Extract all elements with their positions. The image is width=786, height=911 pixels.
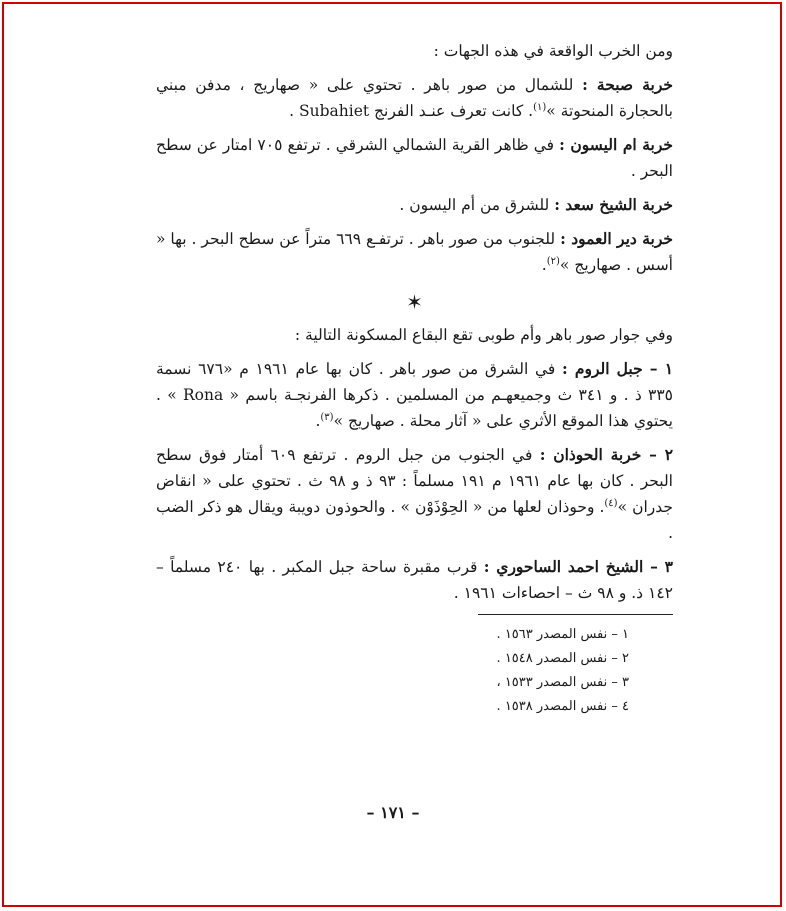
entry-text: للجنوب من صور باهر . ترتفـع ٦٦٩ متراً عن سطح البحر . بها « أسس . صهاريج » — [156, 230, 673, 274]
footnote-ref: (٣) — [320, 411, 334, 423]
footnote-ref: (٢) — [546, 255, 560, 267]
entry-um-alyason — [156, 132, 673, 184]
document-body — [156, 38, 673, 719]
item-tail: . — [315, 412, 321, 430]
footnotes — [156, 623, 673, 719]
footnote-2: ٢ – نفس المصدر ١٥٤٨ . — [496, 651, 629, 666]
entry-sheikh-saad — [156, 192, 673, 218]
footnote-ref: (١) — [533, 101, 547, 113]
entry-text: للشمال من صور باهر . تحتوي على « صهاريج ، مدفن مبني بالحجارة المنحوتة » — [156, 76, 673, 120]
star-separator: ✶ — [406, 290, 423, 314]
entry-tail: . كانت تعرف عنـد الفرنج Subahiet . — [289, 102, 534, 120]
entry-title: خربة ام اليسون : — [559, 135, 674, 154]
item-title: ١ – جبل الروم : — [562, 359, 674, 378]
item-title: ٢ – خربة الحوذان : — [539, 445, 674, 464]
intro-line: ومن الخرب الواقعة في هذه الجهات : — [433, 42, 673, 60]
item-tail: . وحوذان لعلها من « الحِوْذَوْن » . والحوذون دويبة ويقال هو ذكر الضب . — [156, 498, 673, 542]
item-text: في الشرق من صور باهر . كان بها عام ١٩٦١ م «٦٧٦ نسمة ٣٣٥ ذ . و ٣٤١ ث وجميعهـم من المسلمين . ذكرها الفرنجـة باسم « Rona » . يحتوي هذا الموقع الأثري على « آثار محلة . صهاريج » — [156, 360, 674, 430]
entry-subha — [156, 72, 673, 124]
page-number: – ١٧١ – — [366, 803, 420, 822]
entry-tail: . — [541, 256, 547, 274]
item-jabal-alroum — [156, 356, 673, 434]
item-text: في الجنوب من جبل الروم . ترتفع ٦٠٩ أمتار فوق سطح البحر . كان بها عام ١٩٦١ م ١٩١ مسلماً : ٩٣ ذ و ٩٨ ث . تحتوي على « انقاض جدران » — [156, 446, 673, 516]
entry-text: للشرق من أم اليسون . — [399, 196, 555, 214]
entry-title: خربة الشيخ سعد : — [554, 195, 673, 214]
item-alhawzan — [156, 442, 673, 546]
footnote-4: ٤ – نفس المصدر ١٥٣٨ . — [496, 699, 629, 714]
entry-deir-alamoud — [156, 226, 673, 278]
entry-title: خربة دير العمود : — [560, 229, 673, 248]
entry-text: في ظاهر القرية الشمالي الشرقي . ترتفع ٧٠٥ امتار عن سطح البحر . — [156, 136, 673, 180]
item-sheikh-ahmad — [156, 554, 673, 606]
footnote-divider — [478, 614, 673, 615]
entry-title: خربة صبحة : — [582, 75, 673, 94]
item-text: قرب مقبرة ساحة جبل المكبر . بها ٢٤٠ مسلماً – ١٤٢ ذ. و ٩٨ ث – احصاءات ١٩٦١ . — [156, 558, 673, 602]
section-intro: وفي جوار صور باهر وأم طوبى تقع البقاع المسكونة التالية : — [294, 326, 673, 344]
footnote-3: ٣ – نفس المصدر ١٥٣٣ ، — [496, 675, 629, 690]
item-title: ٣ – الشيخ احمد الساحوري : — [483, 557, 673, 576]
footnote-1: ١ – نفس المصدر ١٥٦٣ . — [496, 627, 629, 642]
footnote-ref: (٤) — [604, 497, 618, 509]
